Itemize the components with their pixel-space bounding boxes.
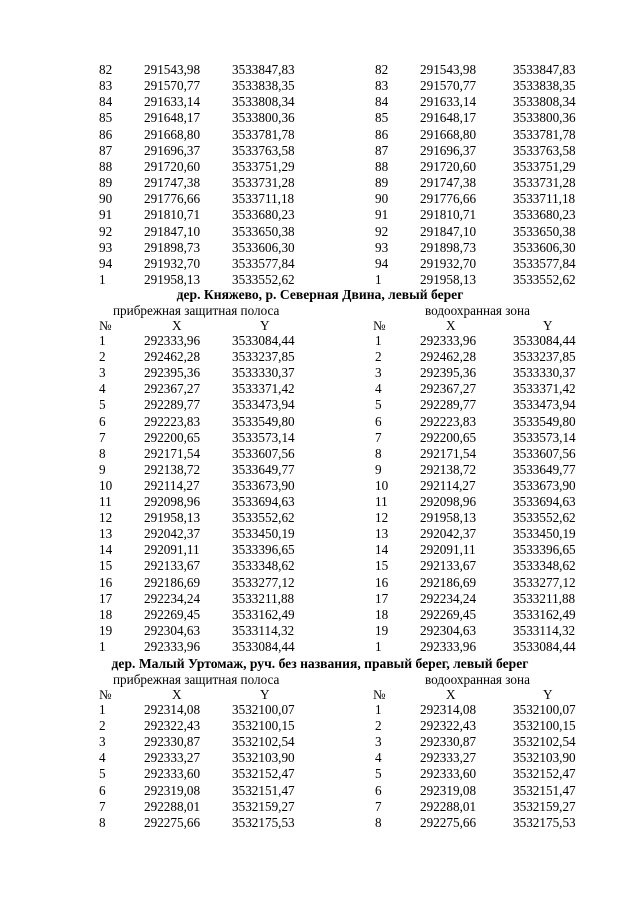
y-coordinate: 3533450,19 bbox=[513, 526, 576, 542]
x-coordinate: 291648,17 bbox=[144, 110, 201, 126]
point-number: 86 bbox=[375, 126, 389, 142]
point-number: 16 bbox=[375, 574, 389, 590]
y-coordinate: 3533711,18 bbox=[513, 191, 576, 207]
y-coordinate: 3533838,35 bbox=[513, 78, 576, 94]
y-coordinate: 3532159,27 bbox=[232, 798, 295, 814]
x-coordinate: 292275,66 bbox=[420, 814, 477, 830]
x-coordinate: 292171,54 bbox=[144, 445, 201, 461]
x-coordinate: 292091,11 bbox=[420, 542, 476, 558]
y-coordinate: 3533808,34 bbox=[513, 94, 576, 110]
y-coordinate: 3533573,14 bbox=[513, 429, 576, 445]
point-number: 10 bbox=[99, 477, 113, 493]
x-coordinate: 291648,17 bbox=[420, 110, 477, 126]
point-number: 90 bbox=[99, 191, 113, 207]
x-coordinate: 292234,24 bbox=[420, 590, 477, 606]
point-number: 94 bbox=[375, 255, 389, 271]
y-coordinate: 3533549,80 bbox=[513, 413, 576, 429]
x-coordinate: 292314,08 bbox=[420, 702, 477, 717]
x-coordinate: 292275,66 bbox=[144, 814, 201, 830]
point-number: 11 bbox=[375, 494, 388, 509]
y-coordinate: 3533673,90 bbox=[513, 477, 576, 493]
x-coordinate: 292114,27 bbox=[144, 477, 200, 493]
y-coordinate: 3533649,77 bbox=[232, 461, 295, 477]
x-coordinate: 292462,28 bbox=[420, 349, 477, 365]
x-coordinate: 291958,13 bbox=[420, 271, 477, 287]
point-number: 12 bbox=[99, 510, 113, 526]
section3-left-label: прибрежная защитная полоса bbox=[113, 672, 280, 687]
x-coordinate: 291747,38 bbox=[420, 175, 477, 191]
point-number: 16 bbox=[99, 574, 113, 590]
point-number: 17 bbox=[375, 590, 389, 606]
section3-right-label: водоохранная зона bbox=[425, 672, 530, 687]
col-x-header: X bbox=[172, 318, 182, 333]
point-number: 92 bbox=[375, 223, 389, 239]
y-coordinate: 3533084,44 bbox=[232, 638, 295, 654]
y-coordinate: 3533606,30 bbox=[232, 239, 295, 255]
x-coordinate: 292269,45 bbox=[144, 606, 201, 622]
col-x-header: X bbox=[446, 687, 456, 702]
point-number: 94 bbox=[99, 255, 113, 271]
point-number: 8 bbox=[99, 814, 106, 830]
point-number: 14 bbox=[99, 542, 113, 558]
y-coordinate: 3533606,30 bbox=[513, 239, 576, 255]
x-coordinate: 291847,10 bbox=[420, 223, 477, 239]
point-number: 18 bbox=[99, 606, 113, 622]
x-coordinate: 292133,67 bbox=[144, 558, 201, 574]
point-number: 1 bbox=[99, 333, 106, 348]
point-number: 5 bbox=[375, 397, 382, 413]
x-coordinate: 291668,80 bbox=[420, 126, 477, 142]
point-number: 7 bbox=[375, 429, 382, 445]
y-coordinate: 3532175,53 bbox=[513, 814, 576, 830]
point-number: 88 bbox=[99, 158, 113, 174]
x-coordinate: 292042,37 bbox=[420, 526, 477, 542]
y-coordinate: 3533731,28 bbox=[232, 175, 295, 191]
y-coordinate: 3533371,42 bbox=[232, 381, 295, 397]
x-coordinate: 292186,69 bbox=[420, 574, 477, 590]
y-coordinate: 3533162,49 bbox=[513, 606, 576, 622]
point-number: 82 bbox=[99, 62, 113, 77]
point-number: 3 bbox=[99, 734, 106, 750]
section3-title: дер. Малый Уртомаж, руч. без названия, правый берег, левый берег bbox=[111, 656, 529, 671]
y-coordinate: 3533211,88 bbox=[513, 590, 576, 606]
y-coordinate: 3532151,47 bbox=[232, 782, 295, 798]
point-number: 18 bbox=[375, 606, 389, 622]
x-coordinate: 291847,10 bbox=[144, 223, 201, 239]
x-coordinate: 292138,72 bbox=[420, 461, 477, 477]
point-number: 92 bbox=[99, 223, 113, 239]
x-coordinate: 292091,11 bbox=[144, 542, 200, 558]
point-number: 93 bbox=[375, 239, 389, 255]
y-coordinate: 3533552,62 bbox=[513, 510, 576, 526]
col-y-header: Y bbox=[543, 687, 553, 702]
y-coordinate: 3533800,36 bbox=[232, 110, 295, 126]
x-coordinate: 292042,37 bbox=[144, 526, 201, 542]
y-coordinate: 3533607,56 bbox=[232, 445, 295, 461]
y-coordinate: 3533763,58 bbox=[232, 142, 295, 158]
x-coordinate: 291810,71 bbox=[420, 207, 477, 223]
y-coordinate: 3533650,38 bbox=[513, 223, 576, 239]
x-coordinate: 291543,98 bbox=[420, 62, 477, 77]
point-number: 1 bbox=[99, 271, 106, 287]
y-coordinate: 3533114,32 bbox=[232, 622, 295, 638]
col-y-header: Y bbox=[260, 318, 270, 333]
section2-left-label: прибрежная защитная полоса bbox=[113, 303, 280, 318]
x-coordinate: 291543,98 bbox=[144, 62, 201, 77]
y-coordinate: 3532175,53 bbox=[232, 814, 295, 830]
y-coordinate: 3532102,54 bbox=[232, 734, 295, 750]
y-coordinate: 3533549,80 bbox=[232, 413, 295, 429]
col-y-header: Y bbox=[543, 318, 553, 333]
point-number: 12 bbox=[375, 510, 389, 526]
x-coordinate: 292333,96 bbox=[144, 333, 201, 348]
x-coordinate: 291958,13 bbox=[144, 271, 201, 287]
y-coordinate: 3532100,15 bbox=[232, 718, 295, 734]
point-number: 6 bbox=[375, 782, 382, 798]
point-number: 5 bbox=[99, 397, 106, 413]
point-number: 13 bbox=[99, 526, 113, 542]
y-coordinate: 3533277,12 bbox=[513, 574, 576, 590]
y-coordinate: 3533237,85 bbox=[232, 349, 295, 365]
point-number: 11 bbox=[99, 494, 112, 509]
x-coordinate: 292304,63 bbox=[144, 622, 201, 638]
x-coordinate: 291696,37 bbox=[420, 142, 477, 158]
point-number: 1 bbox=[375, 271, 382, 287]
x-coordinate: 292333,96 bbox=[420, 333, 477, 348]
point-number: 2 bbox=[99, 349, 106, 365]
y-coordinate: 3533781,78 bbox=[513, 126, 576, 142]
y-coordinate: 3532152,47 bbox=[232, 766, 295, 782]
x-coordinate: 291747,38 bbox=[144, 175, 201, 191]
x-coordinate: 292269,45 bbox=[420, 606, 477, 622]
y-coordinate: 3533396,65 bbox=[513, 542, 576, 558]
point-number: 1 bbox=[375, 333, 382, 348]
point-number: 2 bbox=[375, 349, 382, 365]
point-number: 2 bbox=[99, 718, 106, 734]
x-coordinate: 292289,77 bbox=[144, 397, 201, 413]
y-coordinate: 3533573,14 bbox=[232, 429, 295, 445]
point-number: 91 bbox=[375, 207, 389, 223]
x-coordinate: 291810,71 bbox=[144, 207, 201, 223]
x-coordinate: 292098,96 bbox=[144, 494, 201, 509]
y-coordinate: 3533847,83 bbox=[232, 62, 295, 77]
x-coordinate: 292098,96 bbox=[420, 494, 477, 509]
point-number: 86 bbox=[99, 126, 113, 142]
point-number: 1 bbox=[375, 702, 382, 717]
x-coordinate: 291932,70 bbox=[420, 255, 477, 271]
point-number: 85 bbox=[375, 110, 389, 126]
point-number: 89 bbox=[375, 175, 389, 191]
y-coordinate: 3533084,44 bbox=[513, 638, 576, 654]
y-coordinate: 3533694,63 bbox=[232, 494, 295, 509]
y-coordinate: 3533577,84 bbox=[232, 255, 295, 271]
y-coordinate: 3533751,29 bbox=[232, 158, 295, 174]
x-coordinate: 291570,77 bbox=[144, 78, 201, 94]
x-coordinate: 291696,37 bbox=[144, 142, 201, 158]
y-coordinate: 3533673,90 bbox=[232, 477, 295, 493]
y-coordinate: 3533607,56 bbox=[513, 445, 576, 461]
point-number: 2 bbox=[375, 718, 382, 734]
point-number: 17 bbox=[99, 590, 113, 606]
x-coordinate: 291720,60 bbox=[420, 158, 477, 174]
y-coordinate: 3533731,28 bbox=[513, 175, 576, 191]
col-num-header: № bbox=[373, 687, 386, 702]
point-number: 1 bbox=[375, 638, 382, 654]
point-number: 4 bbox=[375, 381, 382, 397]
point-number: 9 bbox=[99, 461, 106, 477]
y-coordinate: 3533577,84 bbox=[513, 255, 576, 271]
point-number: 7 bbox=[375, 798, 382, 814]
x-coordinate: 291958,13 bbox=[144, 510, 201, 526]
point-number: 19 bbox=[99, 622, 113, 638]
x-coordinate: 292234,24 bbox=[144, 590, 201, 606]
point-number: 10 bbox=[375, 477, 389, 493]
y-coordinate: 3533084,44 bbox=[232, 333, 295, 348]
y-coordinate: 3532100,07 bbox=[232, 702, 295, 717]
x-coordinate: 292330,87 bbox=[420, 734, 477, 750]
x-coordinate: 292223,83 bbox=[144, 413, 201, 429]
point-number: 83 bbox=[99, 78, 113, 94]
point-number: 6 bbox=[99, 782, 106, 798]
x-coordinate: 292330,87 bbox=[144, 734, 201, 750]
x-coordinate: 292304,63 bbox=[420, 622, 477, 638]
x-coordinate: 292314,08 bbox=[144, 702, 201, 717]
y-coordinate: 3532151,47 bbox=[513, 782, 576, 798]
y-coordinate: 3533473,94 bbox=[232, 397, 295, 413]
x-coordinate: 291633,14 bbox=[420, 94, 477, 110]
col-x-header: X bbox=[172, 687, 182, 702]
y-coordinate: 3533649,77 bbox=[513, 461, 576, 477]
point-number: 14 bbox=[375, 542, 389, 558]
section2-right-label: водоохранная зона bbox=[425, 303, 530, 318]
x-coordinate: 292333,96 bbox=[420, 638, 477, 654]
y-coordinate: 3533450,19 bbox=[232, 526, 295, 542]
section2-title: дер. Княжево, р. Северная Двина, левый берег bbox=[176, 287, 464, 302]
point-number: 13 bbox=[375, 526, 389, 542]
point-number: 91 bbox=[99, 207, 113, 223]
y-coordinate: 3533694,63 bbox=[513, 494, 576, 509]
y-coordinate: 3533650,38 bbox=[232, 223, 295, 239]
y-coordinate: 3533838,35 bbox=[232, 78, 295, 94]
x-coordinate: 292138,72 bbox=[144, 461, 201, 477]
point-number: 3 bbox=[99, 365, 106, 381]
point-number: 4 bbox=[375, 750, 382, 766]
y-coordinate: 3533371,42 bbox=[513, 381, 576, 397]
x-coordinate: 292395,36 bbox=[144, 365, 201, 381]
point-number: 15 bbox=[99, 558, 113, 574]
x-coordinate: 292333,27 bbox=[144, 750, 201, 766]
y-coordinate: 3533781,78 bbox=[232, 126, 295, 142]
y-coordinate: 3533348,62 bbox=[232, 558, 295, 574]
point-number: 84 bbox=[375, 94, 389, 110]
y-coordinate: 3533552,62 bbox=[232, 510, 295, 526]
y-coordinate: 3532100,15 bbox=[513, 718, 576, 734]
point-number: 6 bbox=[375, 413, 382, 429]
y-coordinate: 3533680,23 bbox=[513, 207, 576, 223]
x-coordinate: 291668,80 bbox=[144, 126, 201, 142]
y-coordinate: 3533162,49 bbox=[232, 606, 295, 622]
y-coordinate: 3533800,36 bbox=[513, 110, 576, 126]
y-coordinate: 3532152,47 bbox=[513, 766, 576, 782]
y-coordinate: 3533114,32 bbox=[513, 622, 576, 638]
x-coordinate: 291570,77 bbox=[420, 78, 477, 94]
point-number: 1 bbox=[99, 638, 106, 654]
x-coordinate: 292171,54 bbox=[420, 445, 477, 461]
x-coordinate: 291898,73 bbox=[144, 239, 201, 255]
x-coordinate: 292395,36 bbox=[420, 365, 477, 381]
x-coordinate: 292319,08 bbox=[420, 782, 477, 798]
y-coordinate: 3533330,37 bbox=[232, 365, 295, 381]
y-coordinate: 3533330,37 bbox=[513, 365, 576, 381]
point-number: 8 bbox=[375, 814, 382, 830]
x-coordinate: 291932,70 bbox=[144, 255, 201, 271]
col-y-header: Y bbox=[260, 687, 270, 702]
point-number: 93 bbox=[99, 239, 113, 255]
point-number: 84 bbox=[99, 94, 113, 110]
x-coordinate: 292223,83 bbox=[420, 413, 477, 429]
y-coordinate: 3533277,12 bbox=[232, 574, 295, 590]
x-coordinate: 292200,65 bbox=[420, 429, 477, 445]
point-number: 4 bbox=[99, 381, 106, 397]
point-number: 89 bbox=[99, 175, 113, 191]
y-coordinate: 3532102,54 bbox=[513, 734, 576, 750]
y-coordinate: 3533751,29 bbox=[513, 158, 576, 174]
x-coordinate: 292288,01 bbox=[144, 798, 201, 814]
x-coordinate: 291776,66 bbox=[420, 191, 477, 207]
y-coordinate: 3533808,34 bbox=[232, 94, 295, 110]
y-coordinate: 3533084,44 bbox=[513, 333, 576, 348]
y-coordinate: 3532100,07 bbox=[513, 702, 576, 717]
y-coordinate: 3533552,62 bbox=[232, 271, 295, 287]
point-number: 19 bbox=[375, 622, 389, 638]
x-coordinate: 292367,27 bbox=[144, 381, 201, 397]
point-number: 8 bbox=[375, 445, 382, 461]
point-number: 5 bbox=[99, 766, 106, 782]
y-coordinate: 3533847,83 bbox=[513, 62, 576, 77]
point-number: 7 bbox=[99, 429, 106, 445]
y-coordinate: 3533711,18 bbox=[232, 191, 295, 207]
x-coordinate: 292186,69 bbox=[144, 574, 201, 590]
point-number: 87 bbox=[375, 142, 389, 158]
point-number: 6 bbox=[99, 413, 106, 429]
x-coordinate: 292333,60 bbox=[420, 766, 477, 782]
x-coordinate: 291776,66 bbox=[144, 191, 201, 207]
y-coordinate: 3532159,27 bbox=[513, 798, 576, 814]
col-num-header: № bbox=[99, 318, 112, 333]
point-number: 83 bbox=[375, 78, 389, 94]
point-number: 7 bbox=[99, 798, 106, 814]
x-coordinate: 291958,13 bbox=[420, 510, 477, 526]
y-coordinate: 3533763,58 bbox=[513, 142, 576, 158]
point-number: 90 bbox=[375, 191, 389, 207]
y-coordinate: 3532103,90 bbox=[232, 750, 295, 766]
x-coordinate: 292322,43 bbox=[420, 718, 477, 734]
x-coordinate: 292289,77 bbox=[420, 397, 477, 413]
point-number: 1 bbox=[99, 702, 106, 717]
point-number: 88 bbox=[375, 158, 389, 174]
point-number: 15 bbox=[375, 558, 389, 574]
x-coordinate: 291720,60 bbox=[144, 158, 201, 174]
col-num-header: № bbox=[373, 318, 386, 333]
point-number: 3 bbox=[375, 734, 382, 750]
x-coordinate: 292288,01 bbox=[420, 798, 477, 814]
y-coordinate: 3533348,62 bbox=[513, 558, 576, 574]
x-coordinate: 292114,27 bbox=[420, 477, 476, 493]
point-number: 85 bbox=[99, 110, 113, 126]
y-coordinate: 3533237,85 bbox=[513, 349, 576, 365]
x-coordinate: 292333,27 bbox=[420, 750, 477, 766]
y-coordinate: 3533396,65 bbox=[232, 542, 295, 558]
point-number: 8 bbox=[99, 445, 106, 461]
x-coordinate: 292333,96 bbox=[144, 638, 201, 654]
y-coordinate: 3533680,23 bbox=[232, 207, 295, 223]
point-number: 82 bbox=[375, 62, 389, 77]
point-number: 4 bbox=[99, 750, 106, 766]
y-coordinate: 3533473,94 bbox=[513, 397, 576, 413]
point-number: 5 bbox=[375, 766, 382, 782]
point-number: 3 bbox=[375, 365, 382, 381]
x-coordinate: 291898,73 bbox=[420, 239, 477, 255]
x-coordinate: 292200,65 bbox=[144, 429, 201, 445]
y-coordinate: 3533211,88 bbox=[232, 590, 295, 606]
col-x-header: X bbox=[446, 318, 456, 333]
col-num-header: № bbox=[99, 687, 112, 702]
x-coordinate: 292133,67 bbox=[420, 558, 477, 574]
x-coordinate: 292333,60 bbox=[144, 766, 201, 782]
x-coordinate: 291633,14 bbox=[144, 94, 201, 110]
point-number: 9 bbox=[375, 461, 382, 477]
x-coordinate: 292322,43 bbox=[144, 718, 201, 734]
y-coordinate: 3532103,90 bbox=[513, 750, 576, 766]
y-coordinate: 3533552,62 bbox=[513, 271, 576, 287]
x-coordinate: 292462,28 bbox=[144, 349, 201, 365]
x-coordinate: 292319,08 bbox=[144, 782, 201, 798]
point-number: 87 bbox=[99, 142, 113, 158]
x-coordinate: 292367,27 bbox=[420, 381, 477, 397]
